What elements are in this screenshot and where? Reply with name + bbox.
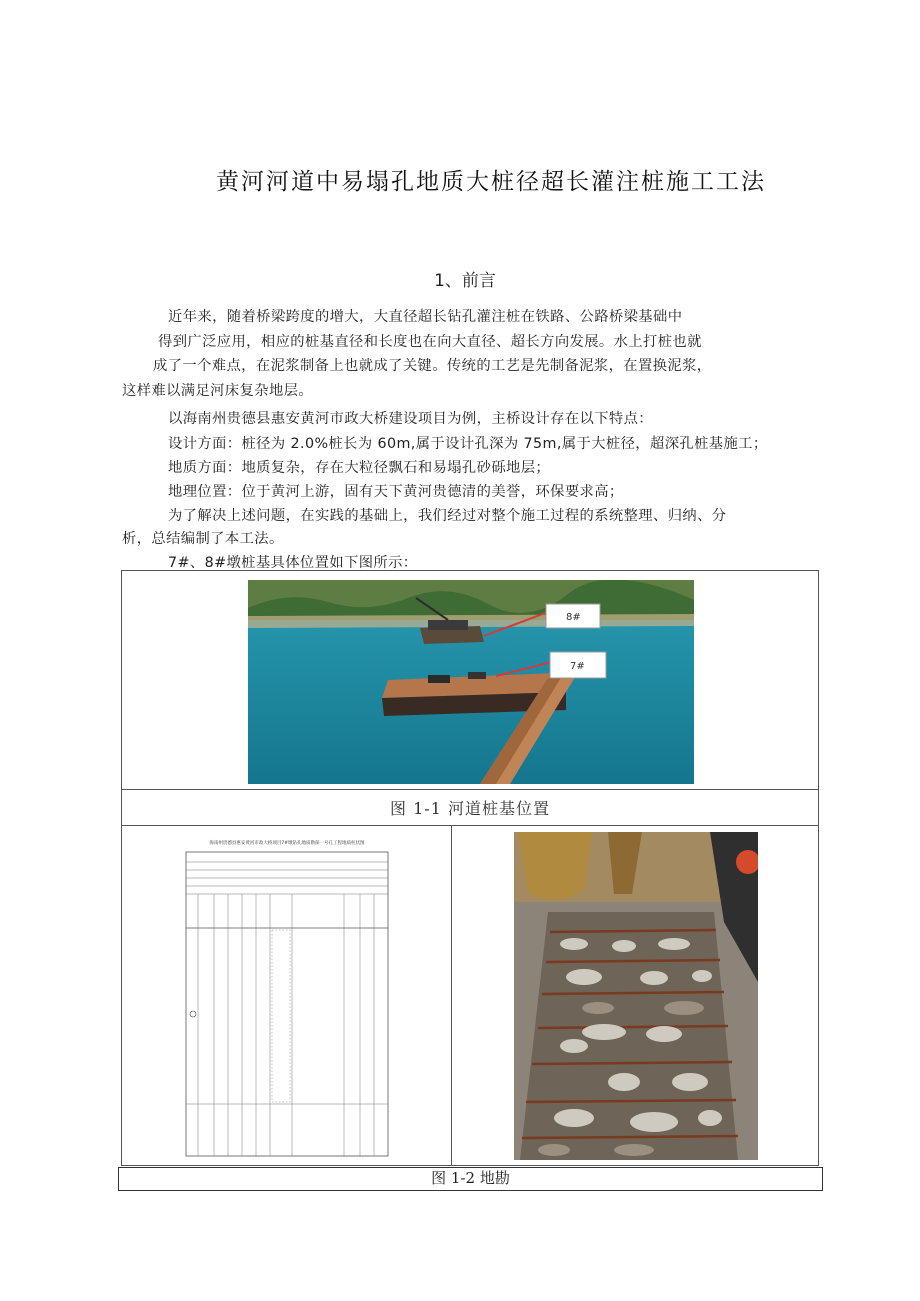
paragraph-line: 为了解决上述问题，在实践的基础上，我们经过对整个施工过程的系统整理、归纳、分 [168,508,727,524]
river-pile-location-photo [248,580,694,784]
paragraph-line: 地理位置：位于黄河上游，固有天下黄河贵德清的美誉，环保要求高； [168,484,624,500]
paragraph-line: 近年来，随着桥梁跨度的增大，大直径超长钻孔灌注桩在铁路、公路桥梁基础中 [168,309,683,325]
label-7: 7# [570,661,585,672]
figure-2-frame [121,826,819,1166]
paragraph-line: 这样难以满足河床复杂地层。 [122,383,314,399]
paragraph-line: 以海南州贵德县惠安黄河市政大桥建设项目为例，主桥设计存在以下特点： [168,411,653,427]
figure-2-divider [451,826,452,1165]
log-sheet-title: 海南州贵德县惠安黄河市政大桥项目7#墩钻孔地质勘探一号孔工程地质柱状图 [209,841,365,846]
figure-2-caption: 图 1-2 地勘 [118,1167,823,1191]
figure-1-caption: 图 1-1 河道桩基位置 [390,799,550,818]
paragraph-line: 设计方面：桩径为 2.0%桩长为 60m,属于设计孔深为 75m,属于大桩径，超深孔桩基施工； [168,436,768,452]
label-8: 8# [566,612,581,623]
figure-1-frame [121,570,819,826]
section-heading: 1、前言 [434,271,496,291]
paragraph-line: 成了一个难点，在泥浆制备上也就成了关键。传统的工艺是先制备泥浆，在置换泥浆， [153,358,712,374]
borehole-log-sheet [184,832,390,1158]
paragraph-line: 地质方面：地质复杂，存在大粒径飘石和易塌孔砂砾地层； [168,460,551,476]
paragraph-line: 析，总结编制了本工法。 [122,531,284,547]
paragraph-line: 7#、8#墩桩基具体位置如下图所示： [168,555,418,571]
document-title: 黄河河道中易塌孔地质大桩径超长灌注桩施工工法 [216,169,766,195]
paragraph-line: 得到广泛应用，相应的桩基直径和长度也在向大直径、超长方向发展。水上打桩也就 [158,334,702,350]
drill-core-samples-photo [514,832,758,1160]
figure-1-divider [122,789,818,790]
